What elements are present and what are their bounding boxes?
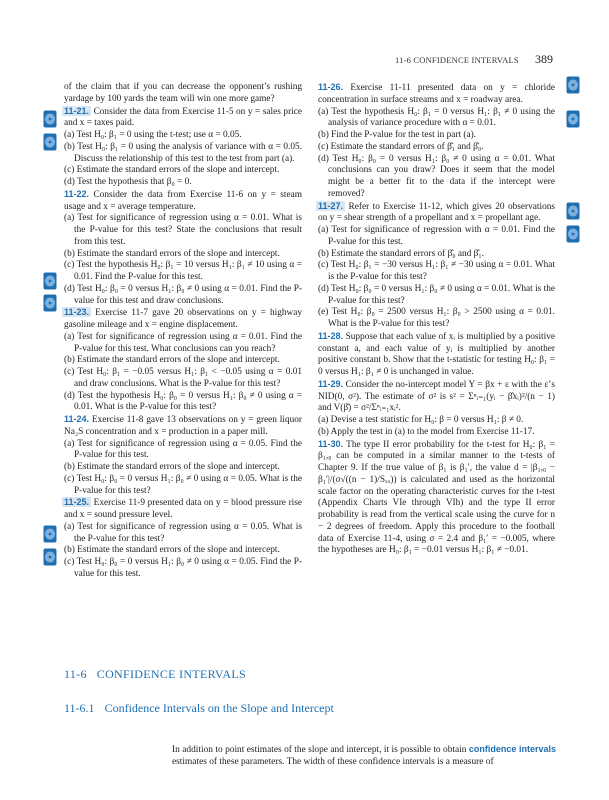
exercise-part: (a) Test H₀: β₁ = 0 using the t-test; use α = 0.05. (64, 130, 242, 140)
exercise-number: 11-26. (318, 82, 344, 92)
exercise-part: (b) Test H₀: β₁ = 0 using the analysis of variance with α = 0.05. Discuss the relationship of this test to the test from part (a). (64, 141, 302, 164)
exercise-text: Suppose that each value of xᵢ is multiplied by a positive constant a, and each value of yᵢ is multiplied by another positive constant b. Show that the t-statistic for testing H₀: β₁ = 0 versus H₁: β₁ ≠ 0 is unchanged in value. (318, 331, 555, 377)
exercise-part: (b) Estimate the standard errors of the slope and intercept. (64, 462, 280, 472)
page-number: 389 (535, 52, 553, 66)
exercise-part: (d) Test H₀: β₀ = 0 versus H₁: β₀ ≠ 0 using α = 0.01. What is the P-value for this test? (318, 283, 555, 306)
subsection-number: 11-6.1 (64, 701, 95, 715)
cd-disc-icon (43, 272, 57, 290)
exercise-number: 11-25. (64, 497, 90, 508)
exercise-part: (a) Test for significance of regression using α = 0.05. What is the P-value for this test? (64, 521, 302, 544)
exercise-number: 11-22. (64, 188, 90, 199)
exercise-text: Consider the data from Exercise 11-6 on y = steam usage and x = average temperature. (64, 189, 302, 212)
exercise (64, 307, 302, 332)
exercise-text: Consider the data from Exercise 11-5 on y = sales price and x = taxes paid. (64, 106, 303, 129)
cd-disc-icon (566, 202, 580, 220)
exercise-part: (e) Test H₀: β₀ = 2500 versus H₁: β₀ > 2500 using α = 0.01. What is the P-value for this test? (318, 307, 555, 329)
exercise (64, 189, 302, 214)
exercise-part: (b) Find the P-value for the test in part (a). (318, 130, 477, 140)
exercise (64, 497, 302, 522)
exercise-number: 11-24. (64, 414, 90, 424)
exercise-text: Exercise 11-7 gave 20 observations on y = highway gasoline mileage and x = engine displacement. (64, 308, 302, 330)
exercise-text: Consider the no-intercept model Y = βx + ε with the ε’s NID(0, σ²). The estimate of σ² is s² = Σⁿᵢ₌₁(yᵢ − β̂xᵢ)²/(n − 1) and V(β̂) = σ²/Σⁿᵢ₌₁xᵢ². (318, 379, 555, 414)
exercise-part: (b) Estimate the standard errors of the slope and intercept. (64, 545, 280, 556)
cd-disc-icon (43, 133, 57, 151)
exercise-number: 11-21. (64, 105, 90, 116)
body-paragraph (172, 743, 556, 768)
glossary-term[interactable]: confidence intervals (468, 744, 556, 754)
exercise-part: (c) Test H₀: β₀ = 0 versus H₁: β₀ ≠ 0 using α = 0.05. Find the P-value for this test. (64, 557, 302, 579)
exercise-number: 11-29. (318, 378, 344, 389)
left-column (64, 82, 302, 581)
exercise (64, 414, 302, 439)
exercise-number: 11-30. (318, 438, 344, 449)
cd-disc-icon (566, 76, 580, 94)
exercise-part: (d) Test the hypothesis that β₀ = 0. (64, 177, 192, 187)
cd-disc-icon (566, 225, 580, 243)
exercise-text: The type II error probability for the t-test for H₀: β₁ = β₁,₀ can be computed in a similar manner to the t-tests of Chapter 9. If the true value of β₁ is β₁′, the value d = |β₁,₀ − β₁′|/(σ√((n − 1)/Sₓₓ)) is calculated and used as the horizontal scale factor on the operating characteristic curves for the t-test (Appendix Charts VIe through VIh) and the type II error probability is read from the vertical scale using the curve for n − 2 degrees of freedom. Apply this procedure to the football data of Exercise 11-4, using σ = 2.4 and β₁′ = −0.005, where the hypotheses are H₀: β₁ = −0.01 versus H₁: β₁ ≠ −0.01. (318, 439, 555, 556)
exercise-part: (b) Estimate the standard errors of the slope and intercept. (64, 248, 280, 259)
exercise-part: (c) Test H₀: β₀ = 0 versus H₁: β₀ ≠ 0 using α = 0.05. What is the P-value for this test? (64, 473, 302, 496)
exercise-part: (c) Test H₀: β₁ = −30 versus H₁: β₁ ≠ −30 using α = 0.01. What is the P-value for this test? (318, 260, 555, 282)
section-heading (64, 667, 246, 682)
body-text-after: estimates of these parameters. The width of these confidence intervals is a measure of (172, 757, 494, 767)
exercise-part: (a) Test the hypothesis H₀: β₁ = 0 versus H₁: β₁ ≠ 0 using the analysis of variance procedure with α = 0.01. (318, 106, 555, 129)
cd-disc-icon (43, 294, 57, 312)
subsection-title: Confidence Intervals on the Slope and Intercept (104, 701, 334, 715)
exercise-part: (c) Estimate the standard errors of β̂₁ and β̂₀. (318, 141, 484, 152)
body-text-before: In addition to point estimates of the slope and intercept, it is possible to obtain (172, 745, 469, 755)
exercise (318, 201, 555, 226)
subsection-heading (64, 701, 334, 716)
exercise-text: Exercise 11-9 presented data on y = blood pressure rise and x = sound pressure level. (64, 498, 302, 520)
right-column (318, 82, 555, 557)
section-number: 11-6 (64, 667, 87, 681)
exercise-part: (d) Test the hypothesis H₀: β₀ = 0 versus H₁: β₀ ≠ 0 using α = 0.01. What is the P-value for this test? (64, 390, 302, 413)
exercise-part: (a) Test for significance of regression using α = 0.01. What is the P-value for this test? State the conclusions that result from this test. (64, 213, 302, 247)
exercise-part: (b) Estimate the standard errors of the slope and intercept. (64, 355, 280, 366)
cd-disc-icon (43, 110, 57, 128)
exercise-part: (c) Estimate the standard errors of the slope and intercept. (64, 165, 280, 176)
exercise (318, 439, 555, 558)
exercise-part: (c) Test the hypothesis H₀: β₁ = 10 versus H₁: β₁ ≠ 10 using α = 0.01. Find the P-value for this test. (64, 260, 302, 282)
continued-text: of the claim that if you can decrease the opponent’s rushing yardage by 100 yards the team will win one more game? (64, 82, 302, 104)
exercise-text: Refer to Exercise 11-12, which gives 20 observations on y = shear strength of a propellant and x = propellant age. (318, 201, 556, 224)
exercise-text: Exercise 11-11 presented data on y = chloride concentration in surface streams and x = roadway area. (318, 83, 555, 105)
exercise-part: (a) Test for significance of regression using α = 0.05. Find the P-value for this test. (64, 438, 302, 461)
exercise-part: (c) Test H₀: β₁ = −0.05 versus H₁: β₁ < −0.05 using α = 0.01 and draw conclusions. What is the P-value for this test? (64, 367, 302, 389)
cd-disc-icon (566, 110, 580, 128)
exercise-part: (d) Test H₀: β₀ = 0 versus H₁: β₀ ≠ 0 using α = 0.01. What conclusions can you draw? Does it seem that the model might be a better fit to the data if the intercept were removed? (318, 153, 555, 199)
exercise-part: (a) Devise a test statistic for H₀: β = 0 versus H₁: β ≠ 0. (318, 415, 524, 425)
cd-disc-icon (43, 525, 57, 543)
exercise-part: (a) Test for significance of regression using α = 0.01. Find the P-value for this test. What conclusions can you reach? (64, 331, 302, 354)
exercise-part: (b) Estimate the standard errors of β̂₀ and β̂₁. (318, 248, 484, 259)
exercise (318, 331, 555, 379)
exercise (64, 106, 302, 131)
exercise-number: 11-27. (318, 200, 344, 211)
exercise (318, 379, 555, 415)
exercise-text: Exercise 11-8 gave 13 observations on y = green liquor Na₂S concentration and x = production in a paper mill. (64, 415, 302, 437)
exercise-part: (b) Apply the test in (a) to the model from Exercise 11-17. (318, 426, 535, 437)
exercise-part: (d) Test H₀: β₀ = 0 versus H₁: β₀ ≠ 0 using α = 0.01. Find the P-value for this test and draw conclusions. (64, 283, 302, 306)
cd-disc-icon (43, 548, 57, 566)
section-title: CONFIDENCE INTERVALS (96, 667, 246, 681)
exercise-number: 11-28. (318, 330, 344, 341)
exercise-part: (a) Test for significance of regression with α = 0.01. Find the P-value for this test. (318, 225, 555, 247)
exercise-number: 11-23. (64, 307, 90, 318)
running-head: 11-6 CONFIDENCE INTERVALS (395, 55, 519, 65)
exercise (318, 82, 555, 107)
